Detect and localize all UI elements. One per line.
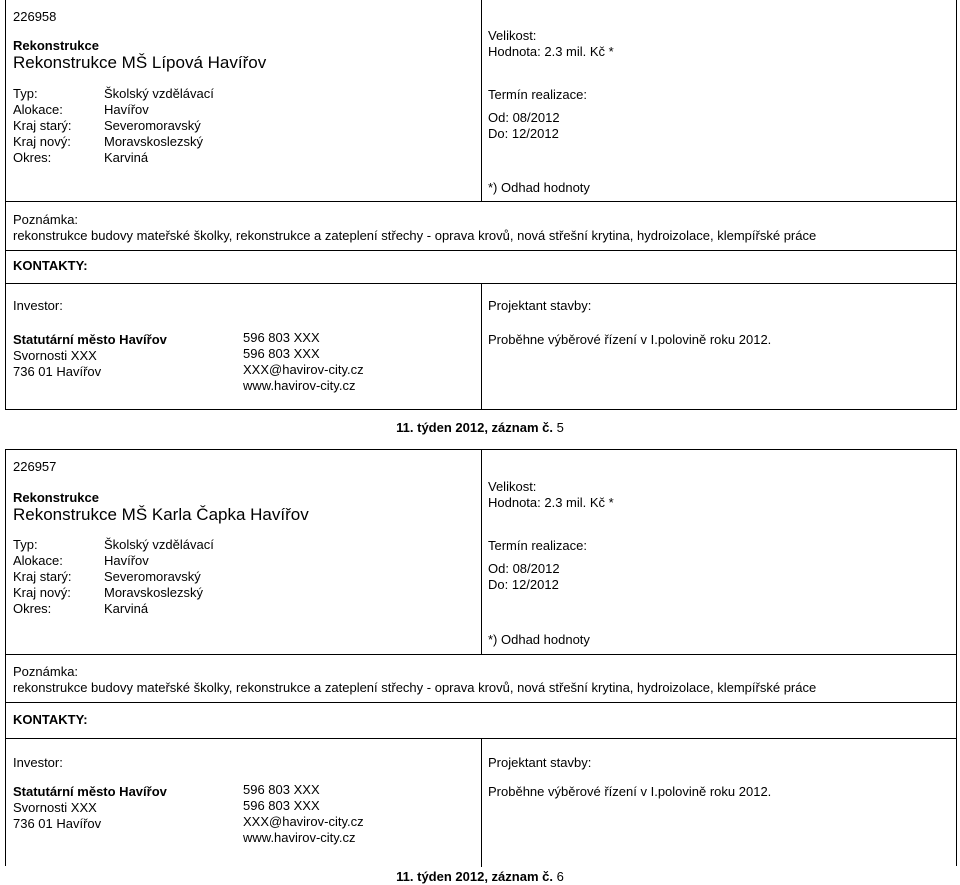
estimate-note: *) Odhad hodnoty [488, 632, 590, 647]
detail-label: Okres: [13, 601, 52, 616]
detail-label: Kraj starý: [13, 118, 72, 133]
detail-value: Severomoravský [104, 569, 201, 584]
investor-phone: 596 803 XXX [243, 782, 320, 797]
size-value: Hodnota: 2.3 mil. Kč * [488, 495, 614, 510]
investor-city: 736 01 Havířov [13, 816, 102, 831]
investor-name: Statutární město Havířov [13, 332, 167, 347]
section-divider [6, 201, 956, 202]
estimate-note: *) Odhad hodnoty [488, 180, 590, 195]
record-id: 226958 [13, 9, 57, 24]
detail-label: Typ: [13, 537, 38, 552]
note-text: rekonstrukce budovy mateřské školky, rekonstrukce a zateplení střechy - oprava krovů, nová střešní krytina, hydroizolace, klempířské práce [13, 228, 817, 243]
contacts-heading: KONTAKTY: [13, 712, 88, 727]
column-divider [481, 450, 482, 654]
size-label: Velikost: [488, 479, 537, 494]
term-from: Od: 08/2012 [488, 110, 560, 125]
investor-street: Svornosti XXX [13, 800, 97, 815]
term-to: Do: 12/2012 [488, 577, 559, 592]
record-title: Rekonstrukce MŠ Lípová Havířov [13, 53, 267, 72]
detail-label: Kraj nový: [13, 585, 71, 600]
investor-phone: 596 803 XXX [243, 330, 320, 345]
designer-text: Proběhne výběrové řízení v I.polovině roku 2012. [488, 784, 772, 799]
record-footer [0, 420, 960, 436]
designer-label: Projektant stavby: [488, 298, 592, 313]
investor-label: Investor: [13, 755, 63, 770]
footer-text: 11. týden 2012, záznam č. [396, 420, 553, 435]
term-from: Od: 08/2012 [488, 561, 560, 576]
column-divider [481, 283, 482, 410]
detail-value: Karviná [104, 150, 149, 165]
detail-label: Typ: [13, 86, 38, 101]
investor-label: Investor: [13, 298, 63, 313]
record-card [5, 0, 957, 410]
size-value: Hodnota: 2.3 mil. Kč * [488, 44, 614, 59]
record-bottom-border [6, 409, 956, 410]
record-title: Rekonstrukce MŠ Karla Čapka Havířov [13, 505, 309, 524]
note-label: Poznámka: [13, 212, 79, 227]
detail-value: Havířov [104, 553, 149, 568]
footer-text: 11. týden 2012, záznam č. [396, 869, 553, 884]
term-to: Do: 12/2012 [488, 126, 559, 141]
detail-label: Kraj starý: [13, 569, 72, 584]
section-divider [6, 654, 956, 655]
record-footer [0, 869, 960, 885]
section-divider [6, 250, 956, 251]
investor-email: XXX@havirov-city.cz [243, 814, 364, 829]
note-label: Poznámka: [13, 664, 79, 679]
detail-value: Školský vzdělávací [104, 86, 214, 101]
record-id: 226957 [13, 459, 57, 474]
record-card [5, 449, 957, 866]
designer-label: Projektant stavby: [488, 755, 592, 770]
term-label: Termín realizace: [488, 538, 587, 553]
designer-text: Proběhne výběrové řízení v I.polovině roku 2012. [488, 332, 772, 347]
contacts-heading: KONTAKTY: [13, 258, 88, 273]
detail-label: Kraj nový: [13, 134, 71, 149]
detail-value: Karviná [104, 601, 149, 616]
column-divider [481, 0, 482, 201]
detail-value: Školský vzdělávací [104, 537, 214, 552]
footer-number: 6 [556, 869, 564, 884]
investor-web: www.havirov-city.cz [243, 378, 356, 393]
section-divider [6, 702, 956, 703]
footer-number: 5 [556, 420, 564, 435]
detail-value: Moravskoslezský [104, 134, 203, 149]
detail-value: Havířov [104, 102, 149, 117]
investor-city: 736 01 Havířov [13, 364, 102, 379]
term-label: Termín realizace: [488, 87, 587, 102]
size-label: Velikost: [488, 28, 537, 43]
detail-value: Severomoravský [104, 118, 201, 133]
investor-email: XXX@havirov-city.cz [243, 362, 364, 377]
investor-phone: 596 803 XXX [243, 798, 320, 813]
record-category: Rekonstrukce [13, 490, 99, 505]
detail-label: Alokace: [13, 102, 63, 117]
investor-name: Statutární město Havířov [13, 784, 167, 799]
note-text: rekonstrukce budovy mateřské školky, rekonstrukce a zateplení střechy - oprava krovů, nová střešní krytina, hydroizolace, klempířské práce [13, 680, 817, 695]
investor-phone: 596 803 XXX [243, 346, 320, 361]
column-divider [481, 738, 482, 867]
detail-label: Alokace: [13, 553, 63, 568]
record-category: Rekonstrukce [13, 38, 99, 53]
detail-value: Moravskoslezský [104, 585, 203, 600]
detail-label: Okres: [13, 150, 52, 165]
investor-web: www.havirov-city.cz [243, 830, 356, 845]
investor-street: Svornosti XXX [13, 348, 97, 363]
